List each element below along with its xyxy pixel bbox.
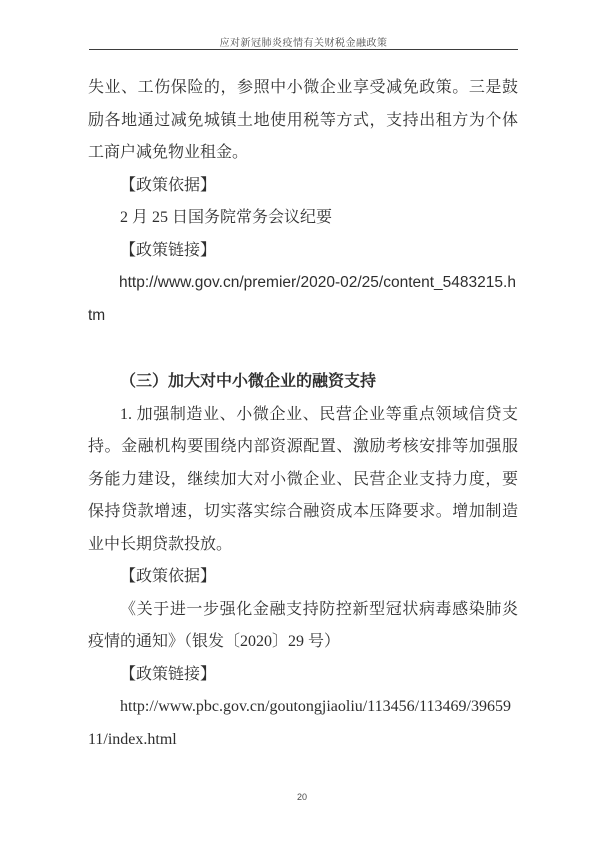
header-rule [89,49,518,50]
policy-url-1: http://www.gov.cn/premier/2020-02/25/content_5483215.htm [88,274,516,324]
policy-basis-label-1: 【政策依据】 [120,176,217,194]
page-number: 20 [296,792,307,802]
policy-basis-label-2: 【政策依据】 [120,568,217,585]
paragraph-continuation: 失业、工伤保险的，参照中小微企业享受减免政策。三是鼓励各地通过减免城镇土地使用税等方式，支持出租方为个体工商户减免物业租金。 [88,79,518,161]
policy-basis-text-1: 2 月 25 日国务院常务会议纪要 [120,209,333,226]
paragraph-1: 1. 加强制造业、小微企业、民营企业等重点领域信贷支持。金融机构要围绕内部资源配置、激励考核安排等加强服务能力建设，继续加大对小微企业、民营企业支持力度，要保持贷款增速，切实落实综合融资成本压降要求。增加制造业中长期贷款投放。 [88,405,518,553]
policy-url-2: http://www.pbc.gov.cn/goutongjiaoliu/113456/113469/3965911/index.html [88,698,511,748]
page-body [88,72,518,756]
policy-link-label-2: 【政策链接】 [120,665,217,683]
policy-link-label-1: 【政策链接】 [120,241,217,259]
policy-basis-text-2: 《关于进一步强化金融支持防控新型冠状病毒感染肺炎疫情的通知》（银发〔2020〕29 号） [88,600,518,650]
section-heading: （三）加大对中小微企业的融资支持 [120,373,377,390]
document-title: 应对新冠肺炎疫情有关财税金融政策 [219,38,388,49]
page-footer [0,787,604,805]
